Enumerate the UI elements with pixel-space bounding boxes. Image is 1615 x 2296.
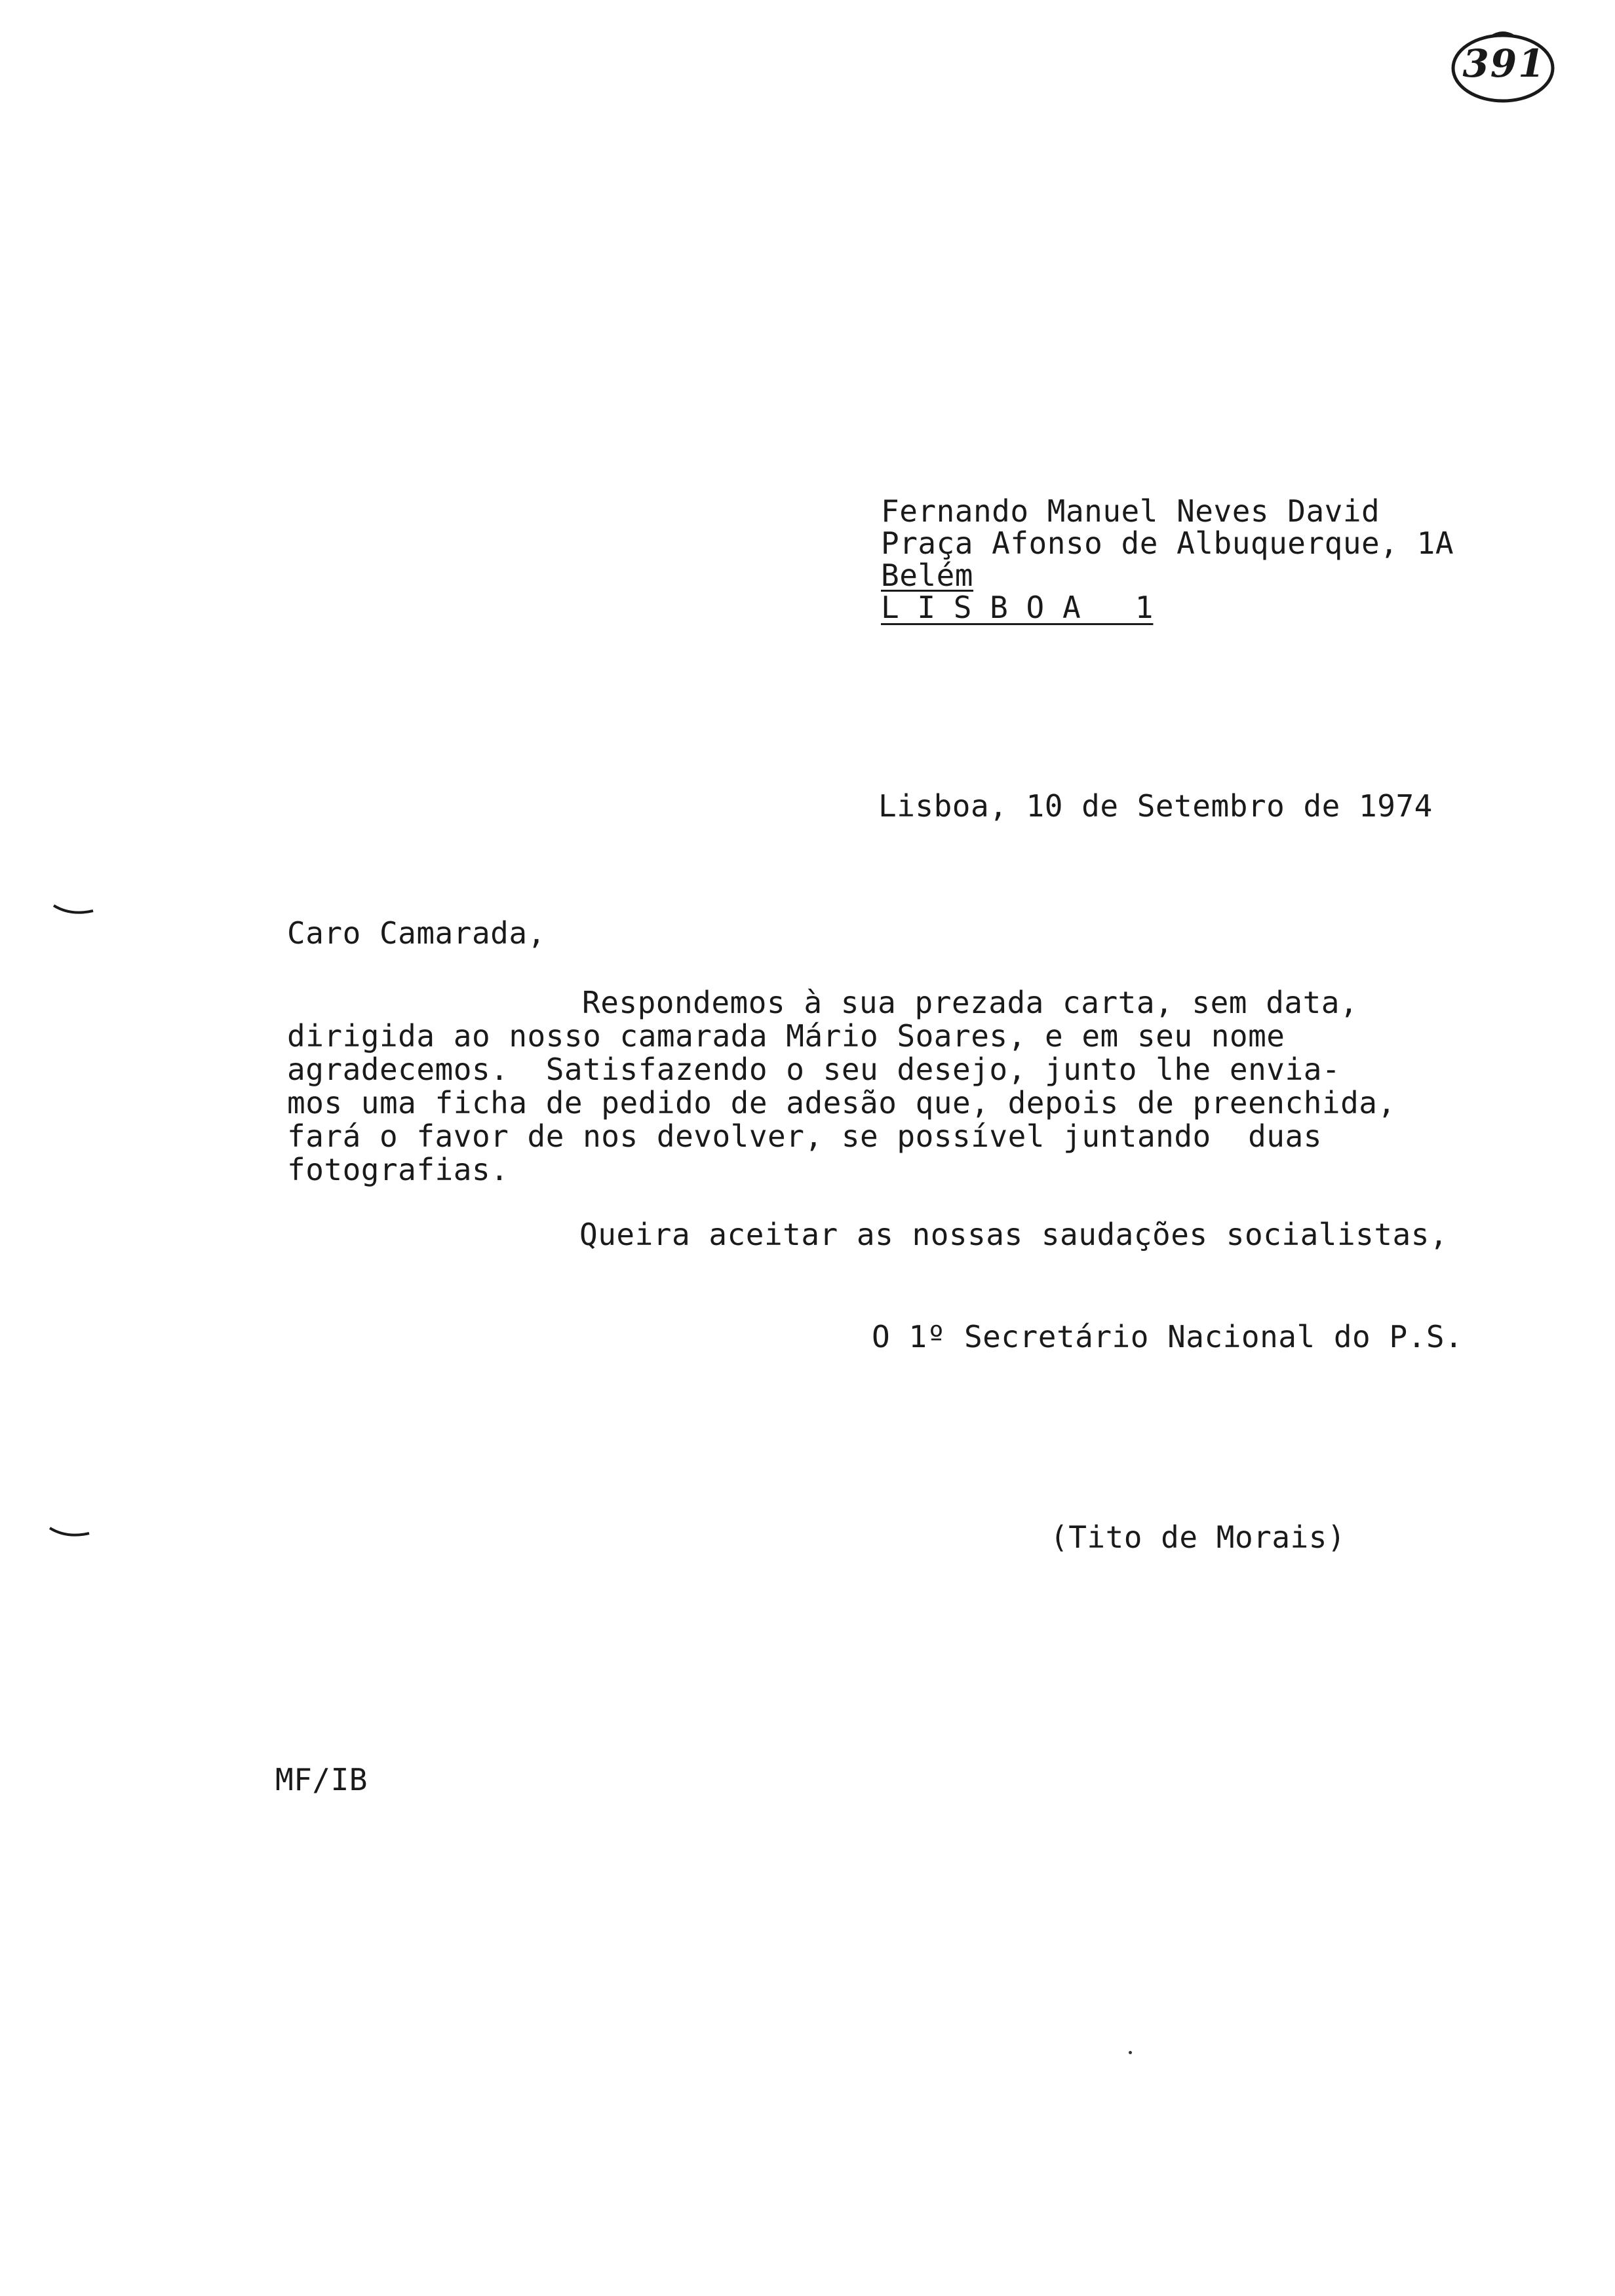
recipient-district: Belém — [881, 558, 973, 593]
recipient-name: Fernando Manuel Neves David — [881, 493, 1380, 529]
body-line: fotografias. — [287, 1152, 509, 1187]
stray-mark — [1129, 2051, 1132, 2054]
margin-mark — [51, 903, 97, 916]
body-line: dirigida ao nosso camarada Mário Soares, e em seu nome — [287, 1018, 1285, 1054]
signer-title: O 1º Secretário Nacional do P.S. — [872, 1319, 1464, 1354]
closing-line: Queira aceitar as nossas saudações socialistas, — [579, 1217, 1449, 1252]
body-line: agradecemos. Satisfazendo o seu desejo, junto lhe envia- — [287, 1052, 1341, 1087]
signer-name: (Tito de Morais) — [1050, 1520, 1346, 1555]
margin-mark — [47, 1525, 93, 1539]
body-line: Respondemos à sua prezada carta, sem data, — [582, 985, 1359, 1020]
salutation: Caro Camarada, — [287, 915, 546, 951]
reference-initials: MF/IB — [275, 1762, 368, 1797]
body-line: mos uma ficha de pedido de adesão que, depois de preenchida, — [287, 1085, 1396, 1120]
recipient-city: L I S B O A 1 — [881, 590, 1154, 625]
recipient-street: Praça Afonso de Albuquerque, 1A — [881, 526, 1454, 561]
body-line: fará o favor de nos devolver, se possível juntando duas — [287, 1119, 1322, 1154]
archive-number: 391 — [1462, 41, 1546, 86]
date-line: Lisboa, 10 de Setembro de 1974 — [878, 788, 1433, 824]
